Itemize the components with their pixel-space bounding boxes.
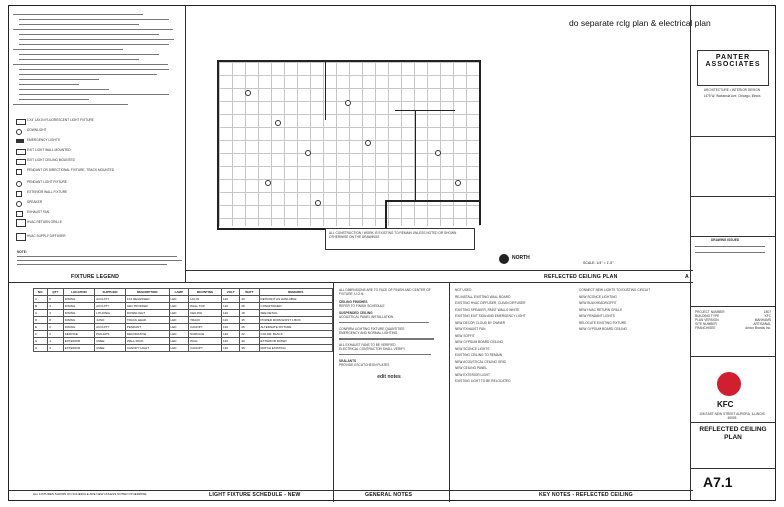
general-note: SUSPENDED CEILING (339, 311, 373, 315)
schedule-cell: DECORATIVE (125, 331, 169, 338)
key-note: NEW SCONCE LIGHTS (455, 346, 490, 351)
supply-diffuser-icon (16, 233, 26, 241)
schedule-cell: F (34, 331, 48, 338)
schedule-cell: DINING (63, 296, 94, 303)
store-address: 106 EAST NEW STREET AURORA, ILLINOIS 60505 (699, 412, 765, 420)
emergency-light-icon (16, 139, 24, 143)
schedule-cell: 2 (48, 331, 64, 338)
firm-subtitle: ARCHITECTURE • INTERIOR DESIGN (703, 88, 761, 92)
schedule-cell: LAY-IN (189, 296, 222, 303)
schedule-header: REMARKS (259, 289, 332, 296)
fixture-legend (13, 118, 193, 268)
schedule-cell: POWER FROM EXIST J-BOX (259, 317, 332, 324)
key-note: EXISTING HVAC DIFFUSER, CLEAN DIFFUSER (455, 301, 526, 305)
schedule-cell: 30 (240, 338, 259, 345)
general-note: ALL EXHAUST FANS TO BE VERIFIED (339, 342, 396, 347)
project-field (695, 326, 771, 330)
legend-item: HVAC RETURN GRILLE (27, 220, 63, 224)
schedule-cell: 25 (240, 324, 259, 331)
key-note: NEW BULKHEAD/SOFFIT (579, 301, 617, 305)
sheet-title: REFLECTED CEILING PLAN (699, 426, 767, 441)
schedule-cell: D (34, 317, 48, 324)
key-note: EXISTING CEILING TO REMAIN (455, 353, 502, 357)
project-field-value: 1807 (763, 310, 771, 314)
schedule-cell: DINING (63, 310, 94, 317)
schedule-cell: COLOR: BLACK (259, 331, 332, 338)
schedule-header: DESCRIPTION (125, 289, 169, 296)
schedule-cell: 120 (222, 310, 240, 317)
schedule-cell: 120 (222, 345, 240, 352)
fluorescent-fixture-icon (16, 119, 26, 125)
key-note: EXISTING SPEAKER, PAINT WALLS WHITE (455, 307, 520, 312)
schedule-cell: LED (169, 303, 189, 310)
schedule-cell: ACCUITY (95, 296, 126, 303)
schedule-cell: CREE (95, 345, 126, 352)
key-note: RELOCATE EXISTING FIXTURE (579, 320, 627, 325)
project-field-value: KFC (764, 314, 771, 318)
north-arrow-icon (499, 254, 509, 264)
schedule-cell: LED TROFFER (125, 303, 169, 310)
schedule-cell: SERVICE (63, 331, 94, 338)
key-note: NEW ACOUSTICAL CEILING GRID (455, 359, 506, 364)
schedule-cell: WALL TOP (189, 303, 222, 310)
sheet-header-title: do separate rclg plan & electrical plan (569, 18, 711, 28)
general-note: ELECTRICAL CONTRACTOR SHALL VERIFY (339, 346, 406, 351)
schedule-cell: WALL (189, 338, 222, 345)
schedule-cell: TRACK (189, 317, 222, 324)
schedule-cell: EXTERIOR RATED (259, 338, 332, 345)
schedule-cell: 35 (240, 345, 259, 352)
schedule-row (34, 324, 333, 331)
legend-item: PENDANT LIGHT FIXTURE (27, 180, 67, 184)
schedule-cell: 120 (222, 324, 240, 331)
schedule-cell: CREE (95, 338, 126, 345)
schedule-header: LOCATION (63, 289, 94, 296)
track-fixture-icon (16, 169, 22, 175)
schedule-cell: 18 (240, 310, 259, 317)
schedule-cell: DINING (63, 324, 94, 331)
project-field-label: PROJECT NUMBER (695, 310, 725, 314)
legend-item: EXHAUST FAN (27, 210, 50, 214)
brand-name: KFC (717, 400, 734, 409)
speaker-icon (16, 201, 22, 207)
legend-item: EXIT LIGHT CEILING MOUNTED (27, 158, 75, 162)
schedule-cell: 120 (222, 338, 240, 345)
key-note: NEW HVAC RETURN GRILLE (579, 307, 623, 312)
firm-logo (697, 50, 769, 86)
schedule-cell: MATCH EXISTING (259, 345, 332, 352)
firm-address: 1475 W. Wabansia Ave. Chicago, Illinois (703, 94, 761, 98)
schedule-cell: 40 (240, 296, 259, 303)
schedule-header: NO. (34, 289, 48, 296)
key-notes-right (579, 288, 689, 334)
return-grille-icon (16, 219, 26, 227)
schedule-footnote: ALL FIXTURES SHOWN ON SCHEDULE ARE NEW UNLESS NOTED OTHERWISE (33, 492, 147, 496)
schedule-row (34, 303, 333, 310)
legend-item: PENDANT OR DIRECTIONAL FIXTURE, TRACK MOUNTED (27, 168, 115, 172)
pendant-light-icon (16, 181, 22, 187)
legend-item: EMERGENCY LIGHTS (27, 138, 60, 142)
schedule-row (34, 317, 333, 324)
general-notes-title: GENERAL NOTES (365, 492, 413, 498)
legend-title: FIXTURE LEGEND (71, 274, 120, 280)
key-note: EXISTING EXIT SIGN AND EMERGENCY LIGHT (455, 314, 526, 318)
project-field-value: MANHAMS (754, 318, 771, 322)
schedule-cell: 8 (48, 317, 64, 324)
schedule-cell: CANOPY LIGHT (125, 345, 169, 352)
schedule-cell: C (34, 310, 48, 317)
north-label: NORTH (512, 255, 530, 261)
general-notes (339, 288, 439, 379)
schedule-cell: EXTERIOR (63, 345, 94, 352)
schedule-cell: 120 (222, 303, 240, 310)
schedule-cell: ACCUITY (95, 303, 126, 310)
schedule-cell: SEE DETAIL (259, 310, 332, 317)
schedule-cell: LED (169, 345, 189, 352)
key-note: EXISTING LIGHT TO BE RELOCATED (455, 379, 511, 383)
schedule-cell: H (34, 345, 48, 352)
schedule-cell: 22 (240, 331, 259, 338)
plan-title: REFLECTED CEILING PLAN (544, 274, 618, 280)
schedule-header: WATT (240, 289, 259, 296)
legend-item: HVAC SUPPLY DIFFUSER (27, 234, 66, 238)
light-fixture-schedule (33, 288, 333, 352)
project-field-label: SITE NUMBER (695, 322, 717, 326)
key-note: NEW EXHAUST FAN (455, 327, 486, 331)
schedule-cell: 120 (222, 331, 240, 338)
kfc-logo (717, 372, 741, 396)
general-notes-end: edit notes (377, 374, 401, 381)
project-field-value: ARTISANAL (753, 322, 771, 326)
general-note: CONFIRM LIGHTING FIXTURE QUANTITIES (339, 327, 405, 332)
title-block (690, 6, 775, 500)
schedule-cell: CANOPY (189, 324, 222, 331)
schedule-cell: CONDITIONED (259, 303, 332, 310)
schedule-cell: WALL PACK (125, 338, 169, 345)
key-note: NEW GYPSUM BOARD CEILING (455, 340, 503, 344)
schedule-cell: 4 (48, 303, 64, 310)
schedule-header-row (34, 289, 333, 296)
schedule-cell: SURFACE (189, 331, 222, 338)
schedule-cell: LED (169, 310, 189, 317)
schedule-row (34, 331, 333, 338)
schedule-cell: 15 (240, 317, 259, 324)
schedule-cell: 28 (240, 303, 259, 310)
schedule-cell: RETROFIT AS AVAILABLE (259, 296, 332, 303)
schedule-header: SUPPLIER (95, 289, 126, 296)
schedule-cell: TRACK HEAD (125, 317, 169, 324)
schedule-header: VOLT (222, 289, 240, 296)
key-note: NEW CEILING PANEL (455, 366, 488, 370)
schedule-row (34, 296, 333, 303)
schedule-cell: JUNO (95, 317, 126, 324)
schedule-row (34, 345, 333, 352)
schedule-cell: 2 (48, 324, 64, 331)
general-note: ALL DIMENSIONS ARE TO FACE OF FINISH AND CENTER OF FIXTURE, U.O.N. (339, 288, 431, 296)
reflected-ceiling-plan (205, 50, 491, 255)
exit-light-ceiling-icon (16, 159, 26, 165)
key-notes-title: KEY NOTES - REFLECTED CEILING (539, 492, 633, 498)
wall-fixture-icon (16, 191, 22, 197)
key-notes-left (455, 288, 555, 386)
downlight-icon (16, 129, 22, 135)
schedule-cell: ACCUITY (95, 324, 126, 331)
schedule-cell: ALTERNATE FIXTURE (259, 324, 332, 331)
key-note: NEW EXTERIOR LIGHT (455, 372, 490, 377)
key-note: NEW DECOR CLOUD BY OWNER (455, 320, 506, 325)
schedule-cell: G (34, 338, 48, 345)
schedule-cell: LED (169, 324, 189, 331)
legend-item: SPEAKER (27, 200, 43, 204)
schedule-cell: PHILLIPS (95, 331, 126, 338)
schedule-cell: LED (169, 317, 189, 324)
sheet-number: A7.1 (703, 474, 733, 490)
firm-name: PANTER ASSOCIATES (705, 54, 761, 68)
drawing-issued-label: DRAWING ISSUED (711, 238, 740, 242)
schedule-cell: LED (169, 338, 189, 345)
schedule-cell: 1 (48, 338, 64, 345)
key-note: NEW SOFFIT (455, 333, 475, 338)
plan-scale: SCALE: 1/4" = 1'-0" (583, 261, 614, 265)
schedule-cell: LITHONIA (95, 310, 126, 317)
schedule-cell: PENDANT (125, 324, 169, 331)
exhaust-fan-icon (16, 211, 23, 217)
schedule-row (34, 338, 333, 345)
project-field-value: Amico Brands Inc. (745, 326, 771, 330)
general-note: ACOUSTICAL PANEL INSTALLATION (339, 315, 394, 319)
exit-light-wall-icon (16, 149, 26, 155)
scope-notes (13, 12, 183, 108)
schedule-cell: LED (169, 331, 189, 338)
schedule-cell: 120 (222, 296, 240, 303)
schedule-cell: 3 (48, 310, 64, 317)
general-note: SEALANTS (339, 359, 357, 364)
schedule-cell: DINING (63, 317, 94, 324)
schedule-header: MOUNTING (189, 289, 222, 296)
project-field-label: BUILDING TYPE (695, 314, 720, 318)
project-field-label: PLAN VERSION (695, 318, 719, 322)
general-note: PROVIDE ESCUTCHEON PLATES (339, 363, 390, 368)
key-note: NEW GYPSUM BOARD CEILING (579, 327, 627, 331)
key-note: NEW PENDANT LIGHTS (579, 314, 615, 318)
schedule-cell: 6 (48, 296, 64, 303)
key-note: RE-INSTALL EXISTING WALL BOARD (455, 294, 511, 299)
key-note: CONNECT NEW LIGHTS TO EXISTING CIRCUIT (579, 288, 651, 292)
general-note: REFER TO FINISH SCHEDULE (339, 304, 385, 308)
legend-item: 1'X4' LAY-IN FLUORESCENT LIGHT FIXTURE (27, 118, 94, 122)
plan-note-box: ALL CONSTRUCTION / WORK IS EXISTING TO REMAIN UNLESS NOTED OR SHOWN OTHERWISE ON THE DRAWINGS (325, 228, 475, 250)
schedule-cell: LED (169, 296, 189, 303)
schedule-cell: DINING (63, 303, 94, 310)
general-note: EMERGENCY AND NORMAL LIGHTING (339, 331, 398, 336)
schedule-cell: CEILING (189, 310, 222, 317)
schedule-cell: 4 (48, 345, 64, 352)
schedule-cell: 120 (222, 317, 240, 324)
legend-item: DOWNLIGHT (27, 128, 47, 132)
schedule-cell: E (34, 324, 48, 331)
schedule-row (34, 310, 333, 317)
schedule-cell: EXTERIOR (63, 338, 94, 345)
schedule-header: QTY (48, 289, 64, 296)
key-note: NOT USED (455, 288, 472, 292)
legend-note-label: NOTE: (17, 250, 27, 254)
plan-ref: A (685, 274, 689, 280)
schedule-cell: CANOPY (189, 345, 222, 352)
schedule-header: LAMP (169, 289, 189, 296)
key-note: NEW SCONCE LIGHTING (579, 294, 617, 299)
schedule-cell: 1X4 RECESSED (125, 296, 169, 303)
schedule-cell: DOWNLIGHT (125, 310, 169, 317)
drawing-sheet (8, 5, 776, 501)
general-note: CEILING FINISHES (339, 300, 368, 304)
schedule-cell: A (34, 296, 48, 303)
project-field-label: FRANCHISEE (695, 326, 716, 330)
legend-item: EXTERIOR WALL FIXTURE (27, 190, 68, 194)
schedule-cell: B (34, 303, 48, 310)
legend-item: EXIT LIGHT WALL MOUNTED (27, 148, 71, 152)
schedule-title: LIGHT FIXTURE SCHEDULE - NEW (209, 492, 301, 498)
